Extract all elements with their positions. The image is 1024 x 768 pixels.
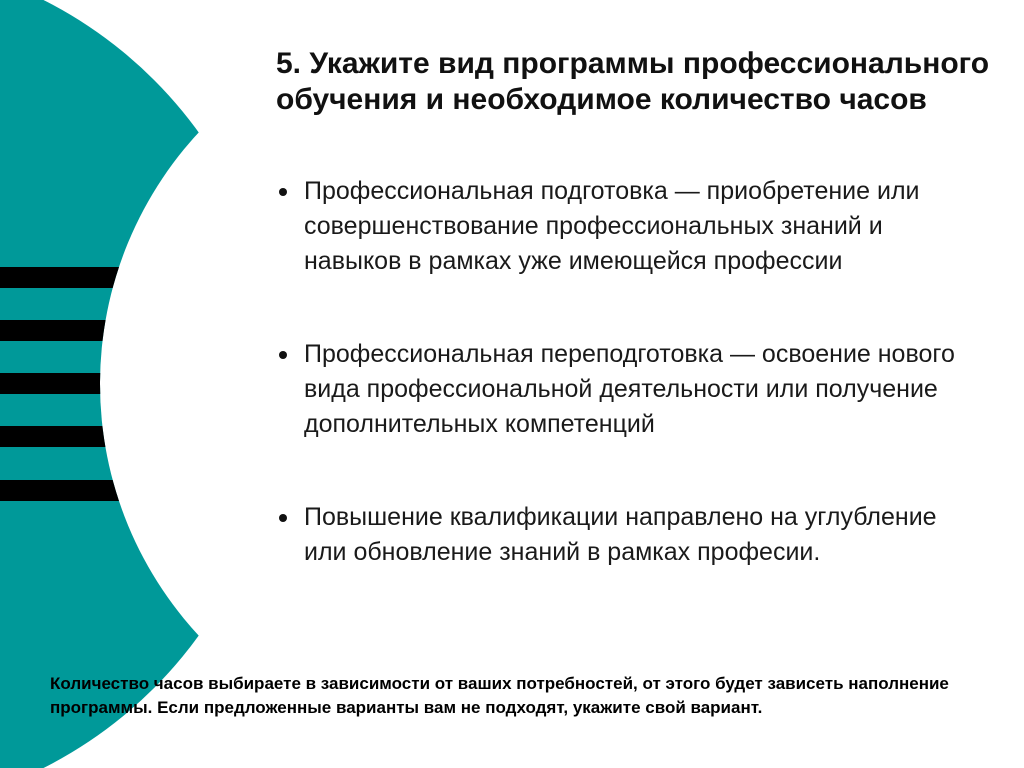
bullet-dot-icon xyxy=(279,188,287,196)
bullet-text: Профессиональная переподготовка — освоение нового вида профессиональной деятельности или получение дополнительных компетенций xyxy=(304,340,955,438)
bullet-item xyxy=(279,337,969,442)
bullet-dot-icon xyxy=(279,514,287,522)
stripe xyxy=(0,480,300,501)
stripe xyxy=(0,267,300,288)
stripe xyxy=(0,373,300,394)
bullet-dot-icon xyxy=(279,351,287,359)
bullet-list xyxy=(279,174,969,570)
bullet-item xyxy=(279,174,969,279)
slide-title: 5. Укажите вид программы профессионального обучения и необходимое количество часов xyxy=(276,47,990,116)
bullet-text: Повышение квалификации направлено на углубление или обновление знаний в рамках професии. xyxy=(304,503,937,566)
stripe xyxy=(0,426,300,447)
stripe xyxy=(0,320,300,341)
bullet-text: Профессиональная подготовка — приобретение или совершенствование профессиональных знаний и навыков в рамках уже имеющейся профессии xyxy=(304,177,920,275)
bullet-item xyxy=(279,500,969,570)
footer-note: Количество часов выбираете в зависимости от ваших потребностей, от этого будет зависеть наполнение программы. Если предложенные варианты вам не подходят, укажите свой вариант. xyxy=(50,674,949,717)
